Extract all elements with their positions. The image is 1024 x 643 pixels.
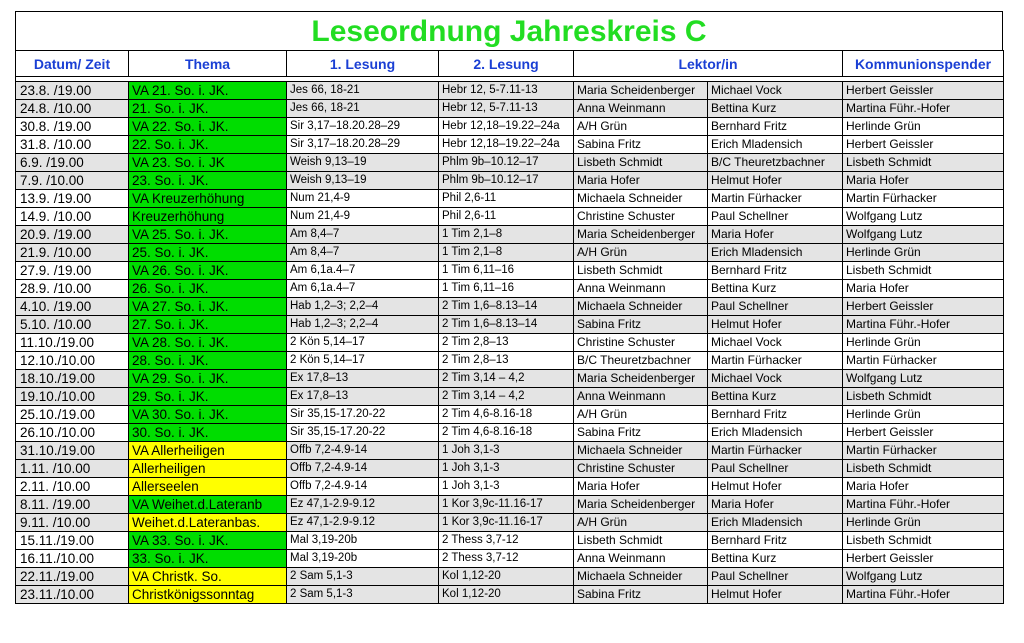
cell-datum: 19.10./10.00 xyxy=(16,388,129,406)
cell-thema: 28. So. i. JK. xyxy=(129,352,287,370)
cell-lektor-2: B/C Theuretzbachner xyxy=(708,154,843,172)
cell-lektor-2: Helmut Hofer xyxy=(708,478,843,496)
cell-lesung2: 1 Tim 6,11–16 xyxy=(439,262,574,280)
table-row xyxy=(16,532,1004,550)
cell-thema: 26. So. i. JK. xyxy=(129,280,287,298)
cell-lesung2: 2 Tim 4,6-8.16-18 xyxy=(439,406,574,424)
cell-datum: 22.11./19.00 xyxy=(16,568,129,586)
cell-datum: 12.10./10.00 xyxy=(16,352,129,370)
cell-thema: VA Weihet.d.Lateranb xyxy=(129,496,287,514)
cell-thema: VA 33. So. i. JK. xyxy=(129,532,287,550)
cell-datum: 15.11./19.00 xyxy=(16,532,129,550)
cell-lesung2: 1 Tim 6,11–16 xyxy=(439,280,574,298)
cell-kommunion: Martin Fürhacker xyxy=(843,352,1004,370)
cell-lektor-2: Helmut Hofer xyxy=(708,172,843,190)
cell-lesung1: Num 21,4-9 xyxy=(287,190,439,208)
cell-lektor-1: Maria Scheidenberger xyxy=(574,226,708,244)
cell-datum: 23.11./10.00 xyxy=(16,586,129,604)
cell-lektor-1: Maria Scheidenberger xyxy=(574,370,708,388)
cell-lektor-1: Lisbeth Schmidt xyxy=(574,154,708,172)
table-row xyxy=(16,100,1004,118)
cell-lesung2: 2 Tim 3,14 – 4,2 xyxy=(439,388,574,406)
cell-lesung2: 2 Tim 2,8–13 xyxy=(439,334,574,352)
table-row xyxy=(16,388,1004,406)
cell-kommunion: Maria Hofer xyxy=(843,172,1004,190)
cell-lesung2: 2 Tim 3,14 – 4,2 xyxy=(439,370,574,388)
cell-thema: 23. So. i. JK. xyxy=(129,172,287,190)
cell-lesung2: 1 Kor 3,9c-11.16-17 xyxy=(439,496,574,514)
cell-kommunion: Maria Hofer xyxy=(843,280,1004,298)
cell-thema: 27. So. i. JK. xyxy=(129,316,287,334)
table-row xyxy=(16,550,1004,568)
cell-lesung2: 2 Thess 3,7-12 xyxy=(439,532,574,550)
cell-lesung1: Ez 47,1-2.9-9.12 xyxy=(287,496,439,514)
cell-lektor-2: Erich Mladensich xyxy=(708,424,843,442)
cell-datum: 7.9. /10.00 xyxy=(16,172,129,190)
cell-lektor-1: Sabina Fritz xyxy=(574,136,708,154)
cell-datum: 24.8. /10.00 xyxy=(16,100,129,118)
cell-lesung1: 2 Kön 5,14–17 xyxy=(287,352,439,370)
cell-lektor-1: Christine Schuster xyxy=(574,208,708,226)
cell-lektor-2: Erich Mladensich xyxy=(708,514,843,532)
cell-thema: Allerseelen xyxy=(129,478,287,496)
cell-lesung2: Phlm 9b–10.12–17 xyxy=(439,172,574,190)
cell-lektor-2: Bernhard Fritz xyxy=(708,406,843,424)
cell-kommunion: Martin Fürhacker xyxy=(843,442,1004,460)
cell-lesung1: Am 6,1a.4–7 xyxy=(287,280,439,298)
cell-datum: 30.8. /19.00 xyxy=(16,118,129,136)
header-row xyxy=(16,51,1004,77)
cell-datum: 4.10. /19.00 xyxy=(16,298,129,316)
cell-datum: 6.9. /19.00 xyxy=(16,154,129,172)
cell-thema: 33. So. i. JK. xyxy=(129,550,287,568)
cell-kommunion: Martina Führ.-Hofer xyxy=(843,586,1004,604)
cell-lektor-2: Bettina Kurz xyxy=(708,280,843,298)
cell-lesung2: Phil 2,6-11 xyxy=(439,208,574,226)
cell-lektor-1: Maria Scheidenberger xyxy=(574,496,708,514)
cell-lektor-2: Martin Fürhacker xyxy=(708,352,843,370)
cell-lektor-2: Helmut Hofer xyxy=(708,586,843,604)
cell-lektor-2: Paul Schellner xyxy=(708,460,843,478)
cell-kommunion: Herlinde Grün xyxy=(843,244,1004,262)
cell-lesung1: Hab 1,2–3; 2,2–4 xyxy=(287,298,439,316)
cell-kommunion: Lisbeth Schmidt xyxy=(843,388,1004,406)
cell-lesung1: Am 6,1a.4–7 xyxy=(287,262,439,280)
cell-lektor-2: Paul Schellner xyxy=(708,208,843,226)
cell-lesung2: 1 Joh 3,1-3 xyxy=(439,460,574,478)
cell-lektor-1: Maria Hofer xyxy=(574,478,708,496)
cell-kommunion: Wolfgang Lutz xyxy=(843,370,1004,388)
cell-lesung2: 1 Kor 3,9c-11.16-17 xyxy=(439,514,574,532)
cell-datum: 31.10./19.00 xyxy=(16,442,129,460)
cell-thema: VA 29. So. i. JK. xyxy=(129,370,287,388)
cell-kommunion: Herlinde Grün xyxy=(843,406,1004,424)
cell-thema: Weihet.d.Lateranbas. xyxy=(129,514,287,532)
cell-lesung1: 2 Sam 5,1-3 xyxy=(287,568,439,586)
cell-lektor-2: Paul Schellner xyxy=(708,298,843,316)
cell-lektor-2: Bettina Kurz xyxy=(708,388,843,406)
table-row xyxy=(16,424,1004,442)
cell-lesung1: Offb 7,2-4.9-14 xyxy=(287,478,439,496)
cell-datum: 25.10./19.00 xyxy=(16,406,129,424)
cell-datum: 9.11. /10.00 xyxy=(16,514,129,532)
cell-lesung1: Jes 66, 18-21 xyxy=(287,82,439,100)
cell-datum: 8.11. /19.00 xyxy=(16,496,129,514)
cell-lesung2: 2 Thess 3,7-12 xyxy=(439,550,574,568)
cell-lektor-1: Christine Schuster xyxy=(574,460,708,478)
cell-lektor-1: Christine Schuster xyxy=(574,334,708,352)
cell-datum: 27.9. /19.00 xyxy=(16,262,129,280)
cell-thema: VA 27. So. i. JK. xyxy=(129,298,287,316)
cell-lektor-2: Bettina Kurz xyxy=(708,550,843,568)
cell-lektor-2: Helmut Hofer xyxy=(708,316,843,334)
cell-lektor-1: Michaela Schneider xyxy=(574,190,708,208)
table-row xyxy=(16,514,1004,532)
cell-lektor-2: Erich Mladensich xyxy=(708,244,843,262)
table-row xyxy=(16,568,1004,586)
cell-lektor-2: Erich Mladensich xyxy=(708,136,843,154)
cell-lesung2: Hebr 12,18–19.22–24a xyxy=(439,118,574,136)
cell-datum: 11.10./19.00 xyxy=(16,334,129,352)
cell-thema: VA 26. So. i. JK. xyxy=(129,262,287,280)
cell-datum: 13.9. /19.00 xyxy=(16,190,129,208)
cell-datum: 16.11./10.00 xyxy=(16,550,129,568)
cell-lektor-2: Maria Hofer xyxy=(708,226,843,244)
cell-kommunion: Maria Hofer xyxy=(843,478,1004,496)
cell-lesung2: Hebr 12, 5-7.11-13 xyxy=(439,100,574,118)
table-row xyxy=(16,352,1004,370)
table-row xyxy=(16,190,1004,208)
cell-lesung2: Hebr 12, 5-7.11-13 xyxy=(439,82,574,100)
cell-thema: 25. So. i. JK. xyxy=(129,244,287,262)
cell-lektor-1: Michaela Schneider xyxy=(574,568,708,586)
cell-lesung1: 2 Sam 5,1-3 xyxy=(287,586,439,604)
cell-lesung1: Offb 7,2-4.9-14 xyxy=(287,460,439,478)
cell-lesung1: Num 21,4-9 xyxy=(287,208,439,226)
cell-lesung1: Ex 17,8–13 xyxy=(287,370,439,388)
cell-lesung2: 1 Tim 2,1–8 xyxy=(439,226,574,244)
table-row xyxy=(16,478,1004,496)
table-row xyxy=(16,226,1004,244)
schedule-body xyxy=(16,77,1004,604)
cell-lektor-2: Bernhard Fritz xyxy=(708,118,843,136)
cell-lektor-2: Maria Hofer xyxy=(708,496,843,514)
cell-lesung2: 2 Tim 4,6-8.16-18 xyxy=(439,424,574,442)
page-title: Leseordnung Jahreskreis C xyxy=(15,11,1003,50)
table-row xyxy=(16,496,1004,514)
cell-lesung1: Am 8,4–7 xyxy=(287,226,439,244)
cell-lektor-1: Lisbeth Schmidt xyxy=(574,532,708,550)
cell-kommunion: Herbert Geissler xyxy=(843,82,1004,100)
cell-lektor-2: Bettina Kurz xyxy=(708,100,843,118)
table-row xyxy=(16,370,1004,388)
cell-lesung1: Mal 3,19-20b xyxy=(287,550,439,568)
cell-thema: VA Allerheiligen xyxy=(129,442,287,460)
cell-thema: VA 25. So. i. JK. xyxy=(129,226,287,244)
cell-datum: 1.11. /10.00 xyxy=(16,460,129,478)
cell-datum: 18.10./19.00 xyxy=(16,370,129,388)
cell-datum: 14.9. /10.00 xyxy=(16,208,129,226)
cell-kommunion: Herbert Geissler xyxy=(843,550,1004,568)
cell-lektor-1: Anna Weinmann xyxy=(574,550,708,568)
cell-lesung1: Jes 66, 18-21 xyxy=(287,100,439,118)
cell-lesung2: 1 Tim 2,1–8 xyxy=(439,244,574,262)
cell-kommunion: Herbert Geissler xyxy=(843,136,1004,154)
cell-lektor-1: Anna Weinmann xyxy=(574,100,708,118)
schedule-table xyxy=(15,50,1004,604)
table-row xyxy=(16,154,1004,172)
cell-datum: 21.9. /10.00 xyxy=(16,244,129,262)
cell-lektor-1: A/H Grün xyxy=(574,244,708,262)
table-row xyxy=(16,118,1004,136)
table-row xyxy=(16,280,1004,298)
table-row xyxy=(16,136,1004,154)
cell-kommunion: Wolfgang Lutz xyxy=(843,226,1004,244)
cell-kommunion: Lisbeth Schmidt xyxy=(843,262,1004,280)
cell-lektor-1: Sabina Fritz xyxy=(574,424,708,442)
cell-lesung1: Sir 35,15-17.20-22 xyxy=(287,406,439,424)
header-lesung1: 1. Lesung xyxy=(287,51,439,77)
cell-lektor-1: B/C Theuretzbachner xyxy=(574,352,708,370)
cell-thema: VA 22. So. i. JK. xyxy=(129,118,287,136)
cell-lesung2: Phil 2,6-11 xyxy=(439,190,574,208)
table-row xyxy=(16,82,1004,100)
table-row xyxy=(16,244,1004,262)
cell-lesung1: Sir 35,15-17.20-22 xyxy=(287,424,439,442)
cell-thema: VA Christk. So. xyxy=(129,568,287,586)
cell-lesung2: Hebr 12,18–19.22–24a xyxy=(439,136,574,154)
cell-lektor-2: Bernhard Fritz xyxy=(708,532,843,550)
table-row xyxy=(16,442,1004,460)
cell-lesung1: Weish 9,13–19 xyxy=(287,172,439,190)
cell-thema: VA 21. So. i. JK. xyxy=(129,82,287,100)
cell-lesung2: 1 Joh 3,1-3 xyxy=(439,478,574,496)
cell-datum: 28.9. /10.00 xyxy=(16,280,129,298)
cell-thema: 21. So. i. JK. xyxy=(129,100,287,118)
cell-lektor-1: Anna Weinmann xyxy=(574,388,708,406)
cell-thema: Allerheiligen xyxy=(129,460,287,478)
cell-thema: VA 28. So. i. JK. xyxy=(129,334,287,352)
cell-kommunion: Wolfgang Lutz xyxy=(843,208,1004,226)
cell-lesung2: 2 Tim 2,8–13 xyxy=(439,352,574,370)
cell-lesung2: 2 Tim 1,6–8.13–14 xyxy=(439,316,574,334)
cell-lesung2: 1 Joh 3,1-3 xyxy=(439,442,574,460)
table-row xyxy=(16,262,1004,280)
table-row xyxy=(16,298,1004,316)
cell-lektor-2: Martin Fürhacker xyxy=(708,190,843,208)
cell-thema: VA 30. So. i. JK. xyxy=(129,406,287,424)
header-lektor: Lektor/in xyxy=(574,51,843,77)
cell-kommunion: Herlinde Grün xyxy=(843,334,1004,352)
table-row xyxy=(16,586,1004,604)
table-row xyxy=(16,316,1004,334)
cell-lesung2: Kol 1,12-20 xyxy=(439,568,574,586)
cell-kommunion: Martina Führ.-Hofer xyxy=(843,316,1004,334)
cell-kommunion: Herbert Geissler xyxy=(843,298,1004,316)
cell-kommunion: Herlinde Grün xyxy=(843,118,1004,136)
cell-lesung1: Hab 1,2–3; 2,2–4 xyxy=(287,316,439,334)
cell-datum: 26.10./10.00 xyxy=(16,424,129,442)
table-row xyxy=(16,172,1004,190)
cell-lesung1: Offb 7,2-4.9-14 xyxy=(287,442,439,460)
cell-kommunion: Lisbeth Schmidt xyxy=(843,532,1004,550)
cell-lektor-2: Paul Schellner xyxy=(708,568,843,586)
cell-thema: VA 23. So. i. JK xyxy=(129,154,287,172)
cell-lektor-1: Maria Scheidenberger xyxy=(574,82,708,100)
cell-kommunion: Martina Führ.-Hofer xyxy=(843,496,1004,514)
cell-lesung1: Sir 3,17–18.20.28–29 xyxy=(287,118,439,136)
cell-kommunion: Wolfgang Lutz xyxy=(843,568,1004,586)
cell-lektor-1: Michaela Schneider xyxy=(574,298,708,316)
cell-lesung2: Phlm 9b–10.12–17 xyxy=(439,154,574,172)
cell-datum: 2.11. /10.00 xyxy=(16,478,129,496)
table-row xyxy=(16,334,1004,352)
table-row xyxy=(16,208,1004,226)
cell-lektor-2: Michael Vock xyxy=(708,82,843,100)
cell-lektor-2: Martin Fürhacker xyxy=(708,442,843,460)
cell-datum: 20.9. /19.00 xyxy=(16,226,129,244)
cell-lektor-2: Bernhard Fritz xyxy=(708,262,843,280)
cell-lesung1: 2 Kön 5,14–17 xyxy=(287,334,439,352)
cell-thema: 30. So. i. JK. xyxy=(129,424,287,442)
cell-datum: 5.10. /10.00 xyxy=(16,316,129,334)
cell-lesung1: Weish 9,13–19 xyxy=(287,154,439,172)
cell-thema: VA Kreuzerhöhung xyxy=(129,190,287,208)
cell-kommunion: Herlinde Grün xyxy=(843,514,1004,532)
cell-lektor-2: Michael Vock xyxy=(708,334,843,352)
cell-thema: Kreuzerhöhung xyxy=(129,208,287,226)
cell-kommunion: Lisbeth Schmidt xyxy=(843,154,1004,172)
cell-lektor-1: Michaela Schneider xyxy=(574,442,708,460)
header-lesung2: 2. Lesung xyxy=(439,51,574,77)
table-row xyxy=(16,460,1004,478)
cell-thema: Christkönigssonntag xyxy=(129,586,287,604)
cell-lesung1: Am 8,4–7 xyxy=(287,244,439,262)
cell-kommunion: Martin Fürhacker xyxy=(843,190,1004,208)
cell-lesung1: Ex 17,8–13 xyxy=(287,388,439,406)
cell-datum: 23.8. /19.00 xyxy=(16,82,129,100)
cell-datum: 31.8. /10.00 xyxy=(16,136,129,154)
cell-thema: 22. So. i. JK. xyxy=(129,136,287,154)
header-thema: Thema xyxy=(129,51,287,77)
cell-lektor-1: Maria Hofer xyxy=(574,172,708,190)
cell-kommunion: Herbert Geissler xyxy=(843,424,1004,442)
cell-lektor-1: A/H Grün xyxy=(574,118,708,136)
cell-thema: 29. So. i. JK. xyxy=(129,388,287,406)
cell-lesung1: Ez 47,1-2.9-9.12 xyxy=(287,514,439,532)
cell-lesung1: Mal 3,19-20b xyxy=(287,532,439,550)
cell-lektor-1: Sabina Fritz xyxy=(574,586,708,604)
cell-lektor-2: Michael Vock xyxy=(708,370,843,388)
cell-lektor-1: Sabina Fritz xyxy=(574,316,708,334)
cell-lesung2: 2 Tim 1,6–8.13–14 xyxy=(439,298,574,316)
cell-lektor-1: Anna Weinmann xyxy=(574,280,708,298)
schedule-sheet xyxy=(15,11,1003,604)
header-kommunion: Kommunionspender xyxy=(843,51,1004,77)
cell-kommunion: Lisbeth Schmidt xyxy=(843,460,1004,478)
cell-lektor-1: A/H Grün xyxy=(574,514,708,532)
cell-lesung1: Sir 3,17–18.20.28–29 xyxy=(287,136,439,154)
table-row xyxy=(16,406,1004,424)
cell-lektor-1: Lisbeth Schmidt xyxy=(574,262,708,280)
cell-lektor-1: A/H Grün xyxy=(574,406,708,424)
header-datum: Datum/ Zeit xyxy=(16,51,129,77)
cell-lesung2: Kol 1,12-20 xyxy=(439,586,574,604)
cell-kommunion: Martina Führ.-Hofer xyxy=(843,100,1004,118)
